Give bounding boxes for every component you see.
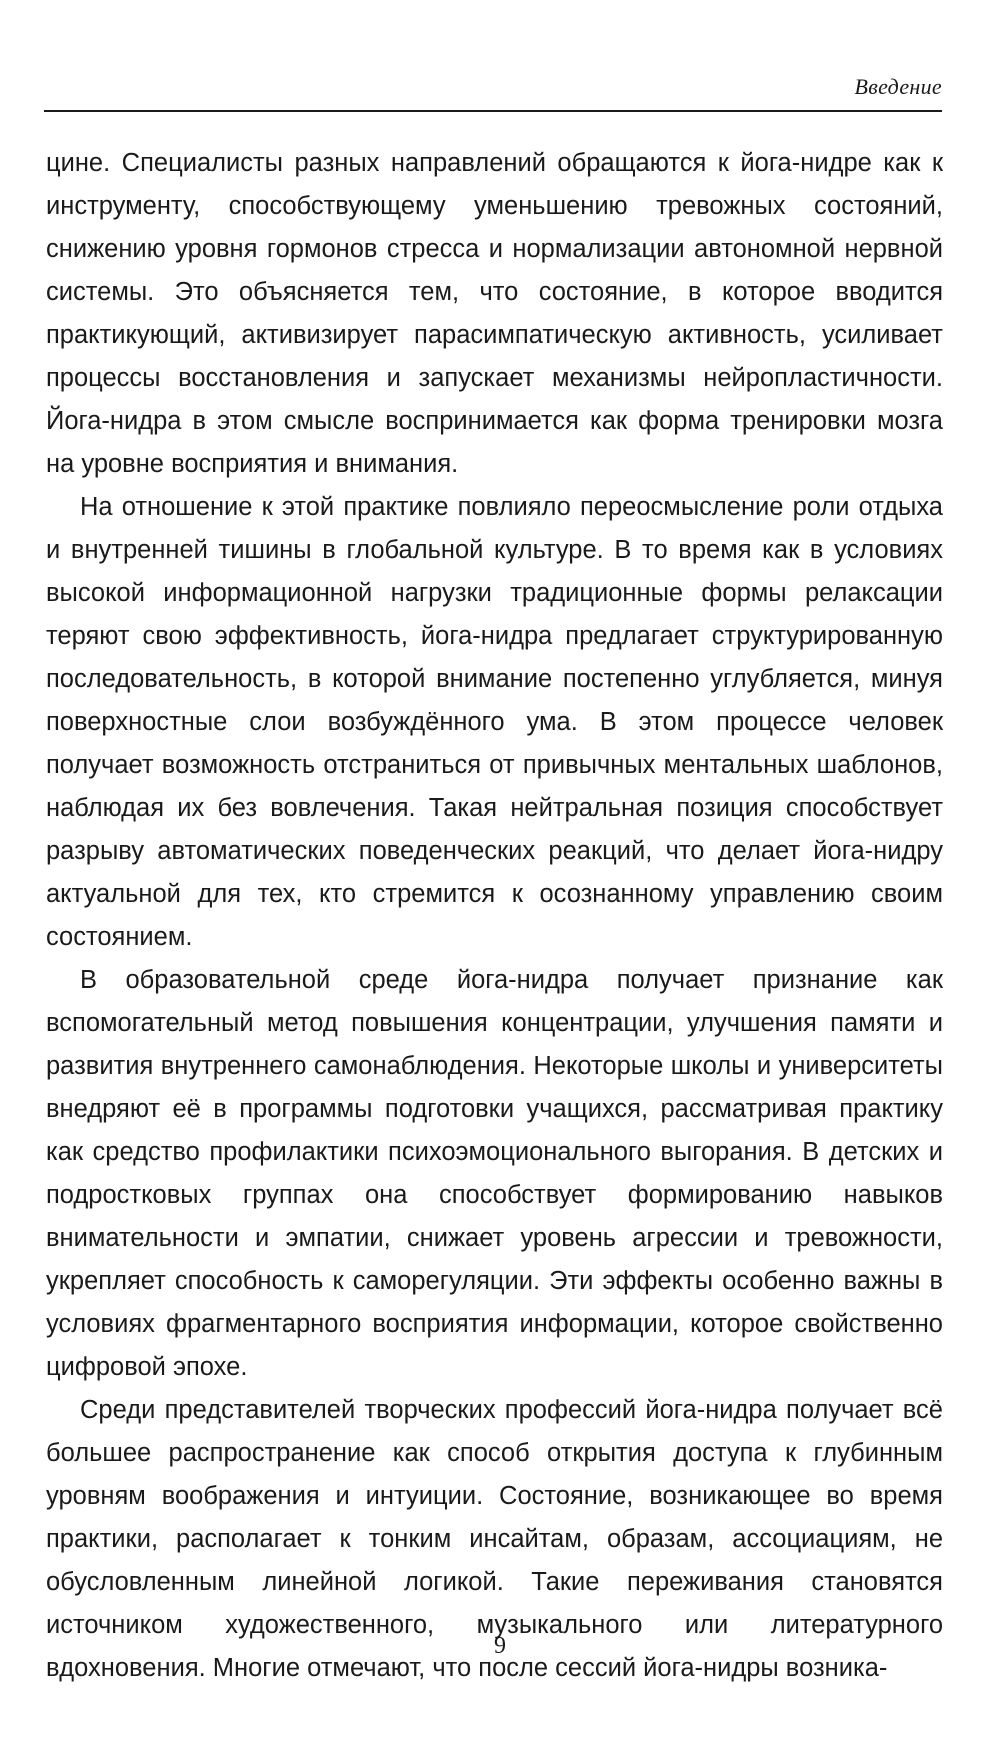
paragraph-2: На отношение к этой практике повлияло переосмысление роли отдыха и внутренней тишины в глобальной культуре. В то время как в условиях высокой информационной нагрузки традиционные формы релаксации теряют свою эффективность, йога-нидра предлагает структурированную последовательность, в которой внимание постепенно углубляется, минуя поверхностные слои возбуждённого ума. В этом процессе человек получает возможность отстраниться от привычных ментальных шаблонов, наблюдая их без вовлечения. Такая нейтральная позиция способствует разрыву автоматических поведенческих реакций, что делает йога-нидру актуальной для тех, кто стремится к осознанному управлению своим состоянием.: [46, 493, 943, 951]
header-rule: [44, 110, 942, 112]
paragraph-4: Среди представителей творческих профессий йога-нидра получает всё большее распространение как способ открытия доступа к глубинным уровням воображения и интуиции. Состояние, возникающее во время практики, располагает к тонким инсайтам, образам, ассоциациям, не обусловленным линейной логикой. Такие переживания становятся источником художественного, музыкального или литературного вдохновения. Многие отмечают, что после сессий йога-нидры возника-: [46, 1396, 943, 1682]
page-number: 9: [494, 1633, 506, 1659]
running-head-title: Введение: [854, 74, 942, 99]
paragraph-3: В образовательной среде йога-нидра получает признание как вспомогательный метод повышения концентрации, улучшения памяти и развития внутреннего самонаблюдения. Некоторые школы и университеты внедряют её в программы подготовки учащихся, рассматривая практику как средство профилактики психоэмоционального выгорания. В детских и подростковых группах она способствует формированию навыков внимательности и эмпатии, снижает уровень агрессии и тревожности, укрепляет способность к саморегуляции. Эти эффекты особенно важны в условиях фрагментарного восприятия информации, которое свойственно цифровой эпохе.: [46, 966, 943, 1381]
body-text: [46, 142, 943, 1690]
paragraph-1: цине. Специалисты разных направлений обращаются к йога-нидре как к инструменту, способствующему уменьшению тревожных состояний, снижению уровня гормонов стресса и нормализации автономной нервной системы. Это объясняется тем, что состояние, в которое вводится практикующий, активизирует парасимпатическую активность, усиливает процессы восстановления и запускает механизмы нейропластичности. Йога-нидра в этом смысле воспринимается как форма тренировки мозга на уровне восприятия и внимания.: [46, 149, 943, 478]
